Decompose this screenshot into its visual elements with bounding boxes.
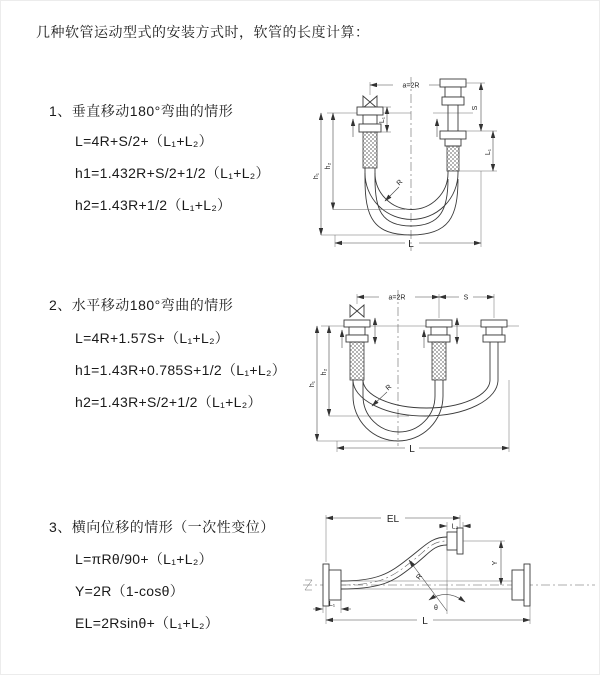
valve-icon: [363, 96, 370, 108]
dim-label-h2: h₂: [325, 162, 332, 170]
dim-label-s: S: [463, 294, 469, 302]
valve-icon: [370, 96, 377, 108]
dim-label-y: Y: [492, 560, 499, 566]
section1-formulas: [75, 125, 270, 221]
diagram-vertical-180-bend: [313, 71, 598, 266]
diagram-lateral-displacement: [299, 506, 600, 651]
valve-icon: [350, 305, 357, 317]
dim-label-length: L: [409, 444, 415, 455]
dim-label-length: L: [422, 616, 428, 627]
dim-label-length: L: [408, 239, 414, 250]
page-title: 几种软管运动型式的安装方式时，软管的长度计算：: [36, 24, 370, 40]
dim-label-l1-left: L₁: [379, 116, 386, 124]
formula-line: EL=2Rsinθ+（L₁+L₂）: [75, 615, 220, 631]
dim-label-radius: R: [384, 383, 394, 393]
formula-line: L=πRθ/90+（L₁+L₂）: [75, 551, 213, 567]
dim-label-h1: h₁: [309, 380, 316, 388]
dim-label-s: S: [472, 105, 479, 111]
dim-label-radius: R: [395, 178, 405, 188]
dim-label-theta: θ: [434, 605, 438, 612]
formula-line: L=4R+S/2+（L₁+L₂）: [75, 133, 213, 149]
dim-label-l2: L₂: [451, 523, 459, 531]
section3-formulas: [75, 543, 219, 639]
dim-label-radius: R: [415, 573, 425, 582]
section1-heading: 1、垂直移动180°弯曲的情形: [49, 103, 234, 119]
formula-line: Y=2R（1-cosθ）: [75, 583, 185, 599]
diagram-horizontal-180-bend: [309, 284, 600, 462]
formula-line: h1=1.432R+S/2+1/2（L₁+L₂）: [75, 165, 270, 181]
formula-line: h1=1.43R+0.785S+1/2（L₁+L₂）: [75, 362, 286, 378]
formula-line: h2=1.43R+S/2+1/2（L₁+L₂）: [75, 394, 262, 410]
formula-line: L=4R+1.57S+（L₁+L₂）: [75, 330, 230, 346]
section2-formulas: [75, 322, 286, 418]
section3-heading: 3、横向位移的情形（一次性变位）: [49, 519, 275, 535]
formula-line: h2=1.43R+1/2（L₁+L₂）: [75, 197, 232, 213]
dim-label-l1: L₁: [328, 601, 336, 608]
valve-icon: [357, 305, 364, 317]
dim-label-el: EL: [386, 514, 400, 525]
section2-heading: 2、水平移动180°弯曲的情形: [49, 297, 234, 313]
dim-label-l1-right: L₁: [485, 148, 492, 156]
dim-label-h1: h₁: [313, 172, 320, 180]
dim-label-h2: h₂: [321, 368, 328, 376]
dim-label-a2r: a=2R: [388, 294, 406, 302]
dim-label-a2r: a=2R: [402, 82, 420, 90]
